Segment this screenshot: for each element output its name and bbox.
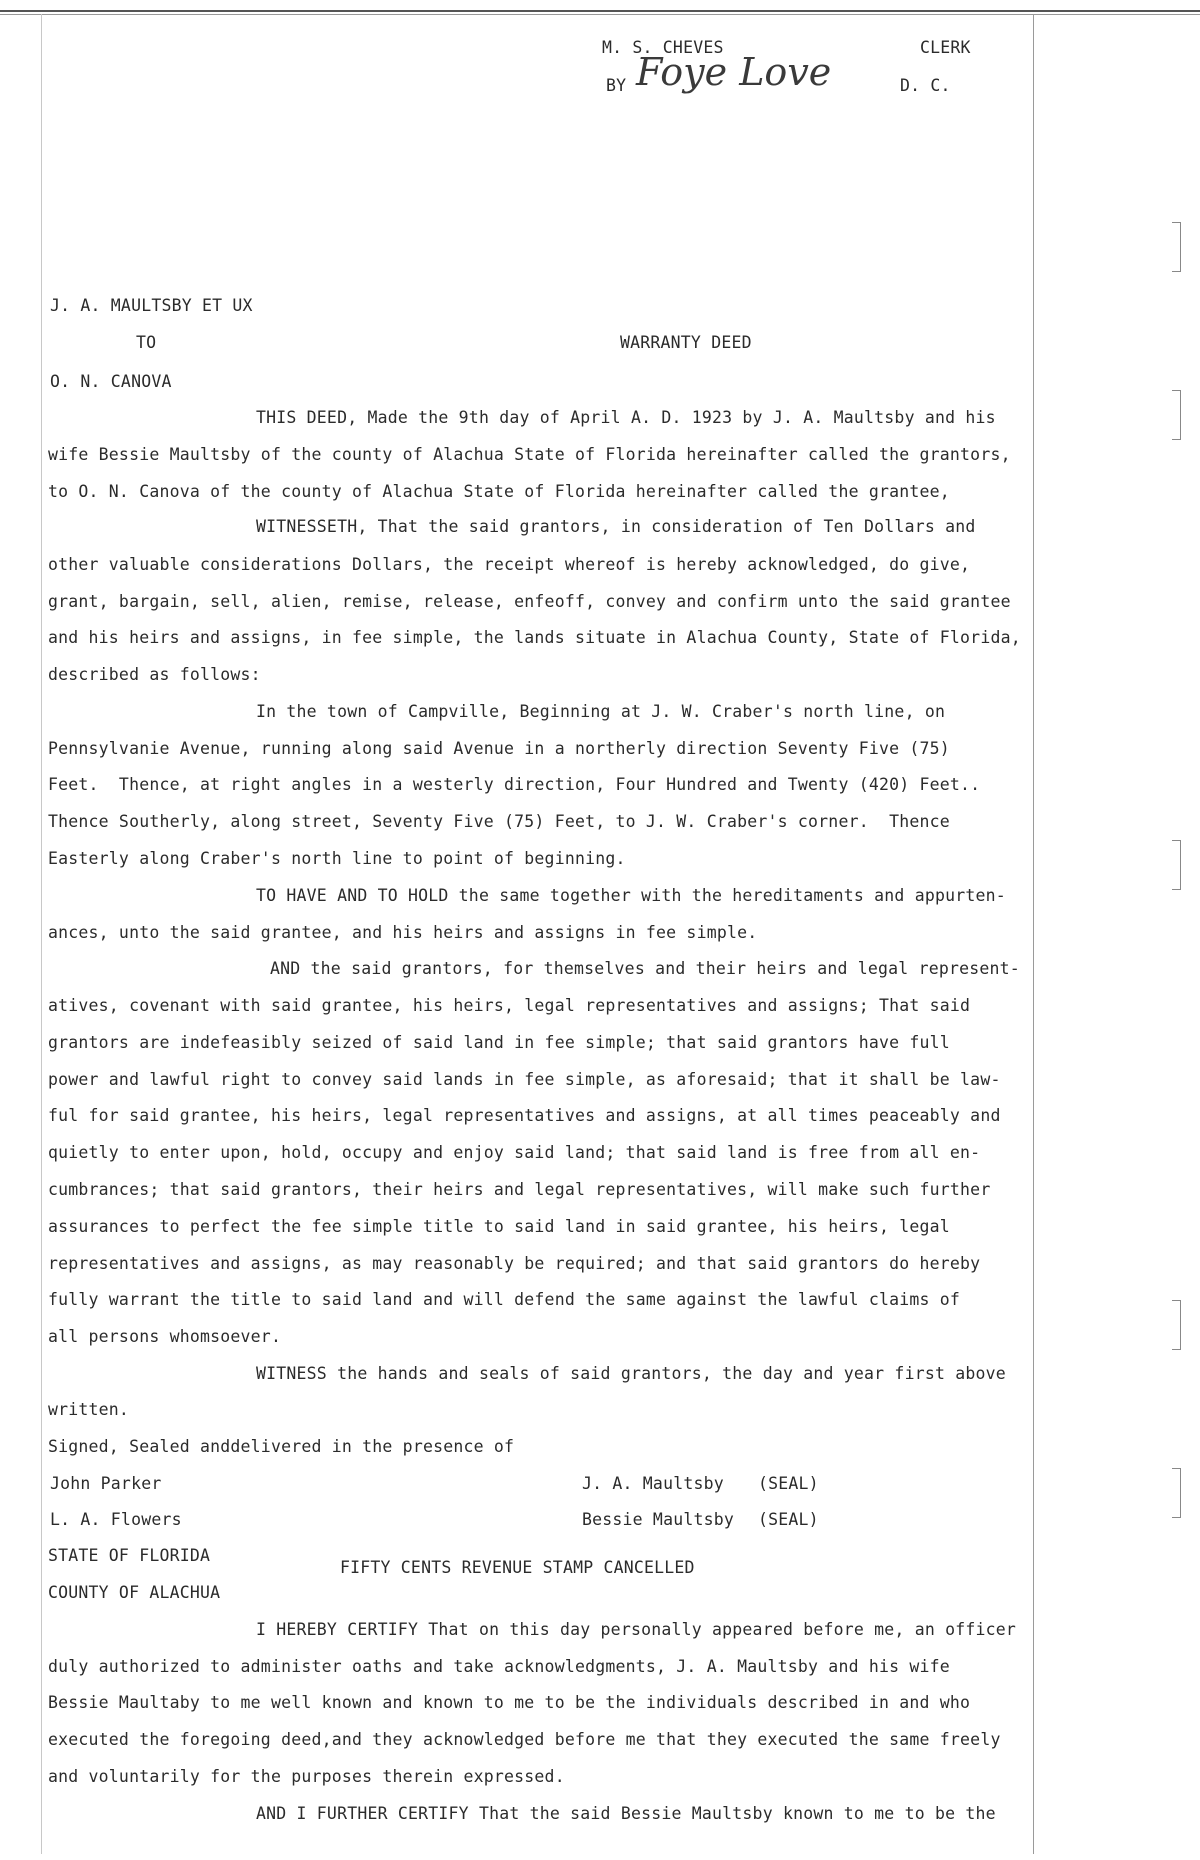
grantor-caption: J. A. MAULTSBY ET UX [50, 296, 253, 315]
grantee-caption: O. N. CANOVA [50, 372, 172, 391]
body-line: atives, covenant with said grantee, his heirs, legal representatives and assigns; That said [48, 996, 971, 1015]
body-line: Pennsylvanie Avenue, running along said Avenue in a northerly direction Seventy Five (75) [48, 739, 950, 758]
body-line: Signed, Sealed anddelivered in the presence of [48, 1437, 515, 1456]
body-line: fully warrant the title to said land and will defend the same against the lawful claims of [48, 1290, 961, 1309]
body-line: THIS DEED, Made the 9th day of April A. D. 1923 by J. A. Maultsby and his [256, 408, 996, 427]
clerk-name: M. S. CHEVES [602, 38, 724, 57]
body-line: other valuable considerations Dollars, the receipt whereof is hereby acknowledged, do give, [48, 555, 971, 574]
document-title: WARRANTY DEED [620, 333, 752, 352]
body-line: WITNESSETH, That the said grantors, in consideration of Ten Dollars and [256, 517, 976, 536]
body-line: grantors are indefeasibly seized of said land in fee simple; that said grantors have full [48, 1033, 950, 1052]
body-line: power and lawful right to convey said lands in fee simple, as aforesaid; that it shall be law- [48, 1070, 1001, 1089]
clerk-signature: Foye Love [636, 50, 832, 94]
body-line: Feet. Thence, at right angles in a westerly direction, Four Hundred and Twenty (420) Feet.. [48, 775, 981, 794]
binder-tab [1172, 840, 1181, 890]
clerk-title: CLERK [920, 38, 971, 57]
body-line: assurances to perfect the fee simple title to said land in said grantee, his heirs, legal [48, 1217, 950, 1236]
top-border [0, 10, 1200, 12]
seal-mark: (SEAL) [758, 1510, 819, 1529]
deputy-title: D. C. [900, 76, 951, 95]
body-line: Thence Southerly, along street, Seventy Five (75) Feet, to J. W. Craber's corner. Thence [48, 812, 950, 831]
by-label: BY [606, 76, 627, 95]
binder-tab [1172, 222, 1181, 272]
seal-mark: (SEAL) [758, 1474, 819, 1493]
to-caption: TO [136, 333, 157, 352]
body-line: ful for said grantee, his heirs, legal representatives and assigns, at all times peaceably and [48, 1106, 1001, 1125]
body-line: ances, unto the said grantee, and his heirs and assigns in fee simple. [48, 923, 758, 942]
body-line: grant, bargain, sell, alien, remise, release, enfeoff, convey and confirm unto the said grantee [48, 592, 1011, 611]
body-line: and his heirs and assigns, in fee simple, the lands situate in Alachua County, State of Florida, [48, 628, 1021, 647]
ack-line: Bessie Maultaby to me well known and known to me to be the individuals described in and who [48, 1693, 971, 1712]
ack-line: and voluntarily for the purposes therein expressed. [48, 1767, 565, 1786]
venue-state: STATE OF FLORIDA [48, 1546, 211, 1565]
witness-name: L. A. Flowers [50, 1510, 182, 1529]
ack-line: I HEREBY CERTIFY That on this day personally appeared before me, an officer [256, 1620, 1017, 1639]
top-border-inner [0, 14, 1200, 15]
body-line: all persons whomsoever. [48, 1327, 282, 1346]
ack-line: duly authorized to administer oaths and take acknowledgments, J. A. Maultsby and his wife [48, 1657, 950, 1676]
body-line: In the town of Campville, Beginning at J. W. Craber's north line, on [256, 702, 946, 721]
body-line: described as follows: [48, 665, 261, 684]
body-line: WITNESS the hands and seals of said grantors, the day and year first above [256, 1364, 1006, 1383]
body-line: to O. N. Canova of the county of Alachua State of Florida hereinafter called the grantee, [48, 482, 950, 501]
body-line: written. [48, 1400, 130, 1419]
binder-tab [1172, 1468, 1181, 1518]
binder-tab [1172, 390, 1181, 440]
binder-tab [1172, 1300, 1181, 1350]
body-line: representatives and assigns, as may reasonably be required; and that said grantors do hereby [48, 1254, 981, 1273]
signer-name: Bessie Maultsby [582, 1510, 735, 1529]
witness-name: John Parker [50, 1474, 162, 1493]
ack-line: AND I FURTHER CERTIFY That the said Bessie Maultsby known to me to be the [256, 1804, 996, 1823]
body-line: cumbrances; that said grantors, their heirs and legal representatives, will make such further [48, 1180, 991, 1199]
venue-county: COUNTY OF ALACHUA [48, 1583, 221, 1602]
right-margin-rule [1033, 14, 1034, 1854]
ack-line: executed the foregoing deed,and they acknowledged before me that they executed the same freely [48, 1730, 1001, 1749]
body-line: quietly to enter upon, hold, occupy and enjoy said land; that said land is free from all en- [48, 1143, 981, 1162]
body-line: wife Bessie Maultsby of the county of Alachua State of Florida hereinafter called the grantors, [48, 445, 1011, 464]
body-line: TO HAVE AND TO HOLD the same together with the hereditaments and appurten- [256, 886, 1006, 905]
revenue-stamp-note: FIFTY CENTS REVENUE STAMP CANCELLED [340, 1558, 695, 1577]
left-margin-rule [41, 14, 42, 1854]
signer-name: J. A. Maultsby [582, 1474, 724, 1493]
body-line: AND the said grantors, for themselves and their heirs and legal represent- [270, 959, 1020, 978]
body-line: Easterly along Craber's north line to point of beginning. [48, 849, 626, 868]
